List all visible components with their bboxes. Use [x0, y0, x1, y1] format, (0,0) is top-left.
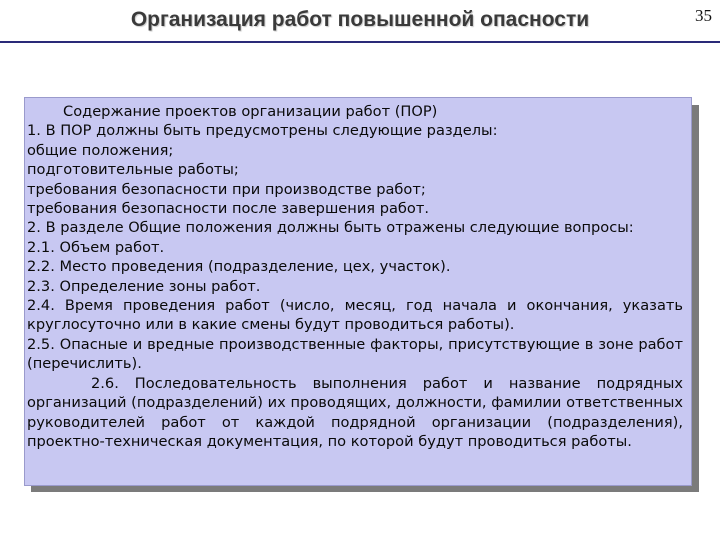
content-line: 2.1. Объем работ. [27, 238, 165, 256]
content-line: подготовительные работы; [27, 161, 239, 179]
title-divider [0, 41, 720, 43]
slide-title: Организация работ повышенной опасности [130, 8, 590, 31]
content-line: требования безопасности при производстве работ; [27, 180, 426, 198]
content-line: 2. В разделе Общие положения должны быть отражены следующие вопросы: [27, 219, 634, 237]
content-line: 2.3. Определение зоны работ. [27, 277, 261, 295]
content-heading: Содержание проектов организации работ (ПОР) [63, 103, 438, 120]
content-item-2-6: 2.6. Последовательность выполнения работ и название подрядных организаций (подразделений) их проводящих, должности, фамилии ответственных руководителей работ от каждой подрядной организации (подразделения), проектно-техническая документация, по которой будут проводиться работы. [27, 374, 683, 450]
content-line: требования безопасности после завершения работ. [27, 200, 429, 218]
content-item-2-5: 2.5. Опасные и вредные производственные факторы, присутствующие в зоне работ (перечислить). [27, 335, 683, 373]
content-box [24, 97, 692, 486]
content-line: 1. В ПОР должны быть предусмотрены следующие разделы: [27, 122, 498, 140]
content-item-2-4: 2.4. Время проведения работ (число, месяц, год начала и окончания, указать круглосуточно или в какие смены будут проводиться работы). [27, 297, 683, 334]
page-number: 35 [695, 6, 712, 25]
content-line: 2.2. Место проведения (подразделение, цех, участок). [27, 258, 451, 276]
content-line: общие положения; [27, 141, 174, 159]
